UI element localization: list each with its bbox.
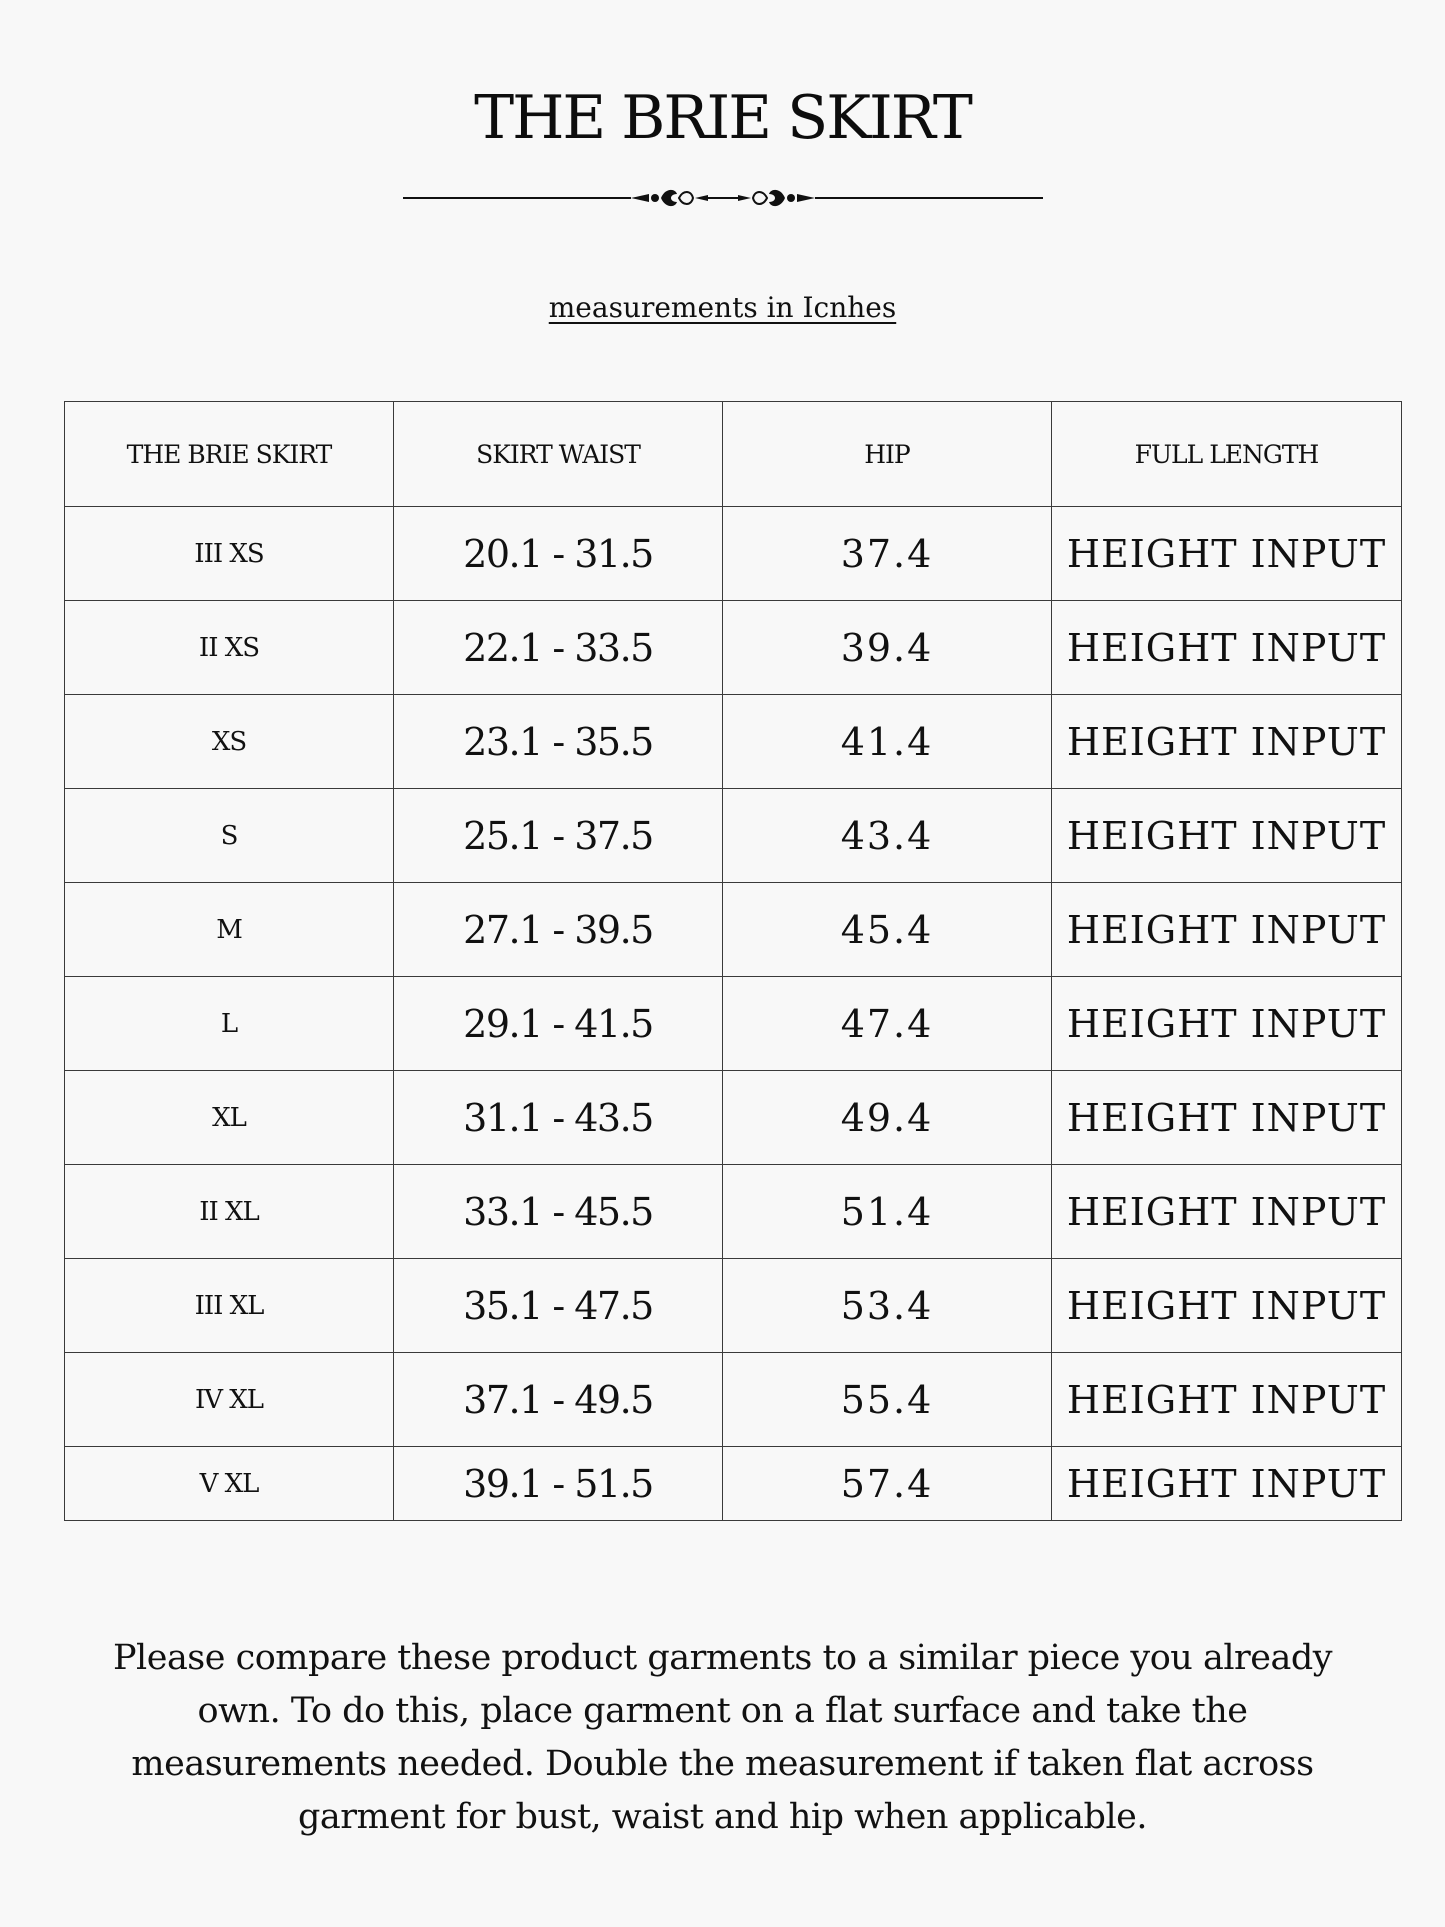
waist-cell: 23.1 - 35.5: [394, 695, 723, 789]
hip-cell: 57.4: [723, 1447, 1052, 1521]
size-cell: XS: [65, 695, 394, 789]
table-row: [65, 1259, 1402, 1353]
column-header-skirt-waist: SKIRT WAIST: [394, 402, 723, 507]
size-cell: IV XL: [65, 1353, 394, 1447]
table-row: [65, 1447, 1402, 1521]
waist-cell: 25.1 - 37.5: [394, 789, 723, 883]
hip-cell: 41.4: [723, 695, 1052, 789]
table-row: [65, 977, 1402, 1071]
length-cell: HEIGHT INPUT: [1052, 1071, 1402, 1165]
column-header-full-length: FULL LENGTH: [1052, 402, 1402, 507]
size-cell: II XS: [65, 601, 394, 695]
waist-cell: 31.1 - 43.5: [394, 1071, 723, 1165]
page-title: THE BRIE SKIRT: [474, 83, 971, 153]
waist-cell: 33.1 - 45.5: [394, 1165, 723, 1259]
waist-cell: 22.1 - 33.5: [394, 601, 723, 695]
length-cell: HEIGHT INPUT: [1052, 1259, 1402, 1353]
table-row: [65, 601, 1402, 695]
table-row: [65, 1165, 1402, 1259]
table-row: [65, 789, 1402, 883]
size-cell: V XL: [65, 1447, 394, 1521]
ornamental-divider-icon: [403, 184, 1043, 212]
hip-cell: 53.4: [723, 1259, 1052, 1353]
waist-cell: 20.1 - 31.5: [394, 507, 723, 601]
waist-cell: 29.1 - 41.5: [394, 977, 723, 1071]
size-cell: III XL: [65, 1259, 394, 1353]
length-cell: HEIGHT INPUT: [1052, 507, 1402, 601]
hip-cell: 55.4: [723, 1353, 1052, 1447]
table-header-row: [65, 402, 1402, 507]
length-cell: HEIGHT INPUT: [1052, 601, 1402, 695]
table-row: [65, 507, 1402, 601]
size-cell: XL: [65, 1071, 394, 1165]
hip-cell: 49.4: [723, 1071, 1052, 1165]
length-cell: HEIGHT INPUT: [1052, 789, 1402, 883]
column-header-size: THE BRIE SKIRT: [65, 402, 394, 507]
hip-cell: 39.4: [723, 601, 1052, 695]
length-cell: HEIGHT INPUT: [1052, 1353, 1402, 1447]
size-cell: L: [65, 977, 394, 1071]
length-cell: HEIGHT INPUT: [1052, 695, 1402, 789]
length-cell: HEIGHT INPUT: [1052, 883, 1402, 977]
waist-cell: 35.1 - 47.5: [394, 1259, 723, 1353]
size-chart-table: [64, 401, 1402, 1521]
waist-cell: 27.1 - 39.5: [394, 883, 723, 977]
length-cell: HEIGHT INPUT: [1052, 977, 1402, 1071]
hip-cell: 37.4: [723, 507, 1052, 601]
hip-cell: 45.4: [723, 883, 1052, 977]
measurement-unit-subtitle: measurements in Icnhes: [548, 291, 897, 324]
hip-cell: 51.4: [723, 1165, 1052, 1259]
hip-cell: 43.4: [723, 789, 1052, 883]
size-cell: II XL: [65, 1165, 394, 1259]
waist-cell: 37.1 - 49.5: [394, 1353, 723, 1447]
size-cell: M: [65, 883, 394, 977]
size-cell: S: [65, 789, 394, 883]
column-header-hip: HIP: [723, 402, 1052, 507]
table-row: [65, 1353, 1402, 1447]
size-cell: III XS: [65, 507, 394, 601]
table-row: [65, 695, 1402, 789]
waist-cell: 39.1 - 51.5: [394, 1447, 723, 1521]
length-cell: HEIGHT INPUT: [1052, 1165, 1402, 1259]
measuring-instructions: Please compare these product garments to a similar piece you already own. To do this, place garment on a flat surface and take the measurements needed. Double the measurement if taken flat across garment for bust, waist and hip when applicable.: [112, 1638, 1332, 1837]
length-cell: HEIGHT INPUT: [1052, 1447, 1402, 1521]
table-row: [65, 883, 1402, 977]
table-row: [65, 1071, 1402, 1165]
hip-cell: 47.4: [723, 977, 1052, 1071]
